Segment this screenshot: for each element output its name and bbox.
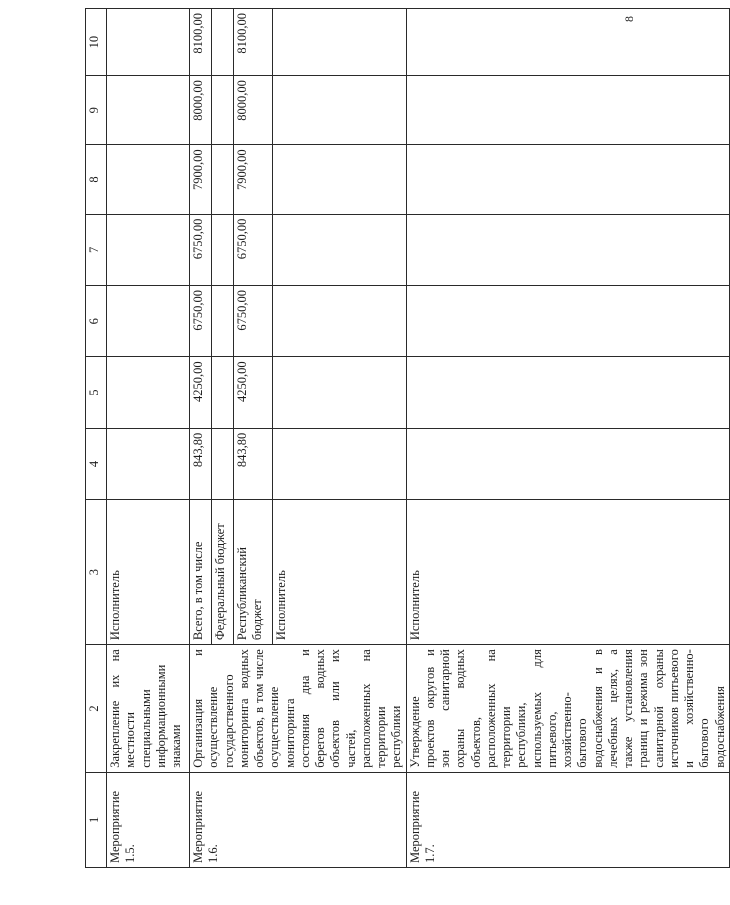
value-cell [406, 357, 729, 428]
col-header-6: 6 [86, 286, 107, 357]
row-label: Республиканский бюджет [234, 500, 273, 645]
col-header-3: 3 [86, 500, 107, 645]
value-cell: 8100,00 [190, 9, 212, 76]
col-header-10: 10 [86, 9, 107, 76]
value-cell: 6750,00 [190, 286, 212, 357]
value-cell [406, 145, 729, 214]
table-row [107, 9, 190, 868]
row-label: Исполнитель [107, 500, 190, 645]
value-cell [406, 214, 729, 285]
value-cell [107, 357, 190, 428]
activity-name: Мероприятие 1.5. [107, 772, 190, 867]
row-label: Федеральный бюджет [212, 500, 234, 645]
value-cell: 6750,00 [234, 286, 273, 357]
value-cell [272, 76, 406, 145]
value-cell: 843,80 [190, 428, 212, 499]
value-cell [107, 145, 190, 214]
value-cell: 4250,00 [234, 357, 273, 428]
value-cell [107, 428, 190, 499]
value-cell [272, 145, 406, 214]
value-cell [272, 9, 406, 76]
value-cell [406, 428, 729, 499]
value-cell [212, 9, 234, 76]
value-cell [107, 286, 190, 357]
col-header-1: 1 [86, 772, 107, 867]
value-cell [272, 286, 406, 357]
table-row [190, 9, 212, 868]
value-cell: 7900,00 [234, 145, 273, 214]
value-cell [212, 76, 234, 145]
value-cell: 8000,00 [190, 76, 212, 145]
value-cell [406, 9, 729, 76]
value-cell [212, 214, 234, 285]
col-header-7: 7 [86, 214, 107, 285]
col-header-9: 9 [86, 76, 107, 145]
activity-name: Мероприятие 1.7. [406, 772, 729, 867]
col-header-2: 2 [86, 645, 107, 773]
value-cell [406, 286, 729, 357]
value-cell: 6750,00 [190, 214, 212, 285]
program-activities-table [85, 8, 730, 868]
value-cell: 6750,00 [234, 214, 273, 285]
activity-description: Закрепление их на местности специальными информационными знаками [107, 645, 190, 773]
value-cell [212, 286, 234, 357]
table-row [406, 9, 729, 868]
activity-name: Мероприятие 1.6. [190, 772, 407, 867]
value-cell [107, 9, 190, 76]
value-cell [272, 357, 406, 428]
value-cell: 843,80 [234, 428, 273, 499]
col-header-8: 8 [86, 145, 107, 214]
page-number: 8 [622, 16, 636, 22]
value-cell [212, 145, 234, 214]
value-cell [107, 214, 190, 285]
value-cell: 8100,00 [234, 9, 273, 76]
value-cell: 8000,00 [234, 76, 273, 145]
value-cell [272, 428, 406, 499]
row-label: Исполнитель [272, 500, 406, 645]
col-header-4: 4 [86, 428, 107, 499]
row-label: Исполнитель [406, 500, 729, 645]
value-cell [107, 76, 190, 145]
col-header-5: 5 [86, 357, 107, 428]
value-cell [272, 214, 406, 285]
value-cell: 7900,00 [190, 145, 212, 214]
value-cell [406, 76, 729, 145]
activity-description: Организация и осуществление государственного мониторинга водных объектов, в том числе осуществление мониторинга состояния дна и берегов водных объектов или их частей, расположенных на территории республики [190, 645, 407, 773]
rotated-table-container [85, 8, 727, 868]
value-cell [212, 357, 234, 428]
value-cell [212, 428, 234, 499]
value-cell: 4250,00 [190, 357, 212, 428]
table-header-row [86, 9, 107, 868]
activity-description: Утверждение проектов округов и зон санитарной охраны водных объектов, расположенных на территории республики, используемых для питьевого, хозяйственно-бытового водоснабжения и в лечебных целях, а также установления границ и режима зон санитарной охраны источников питьевого и хозяйственно-бытового водоснабжения [406, 645, 729, 773]
row-label: Всего, в том числе [190, 500, 212, 645]
